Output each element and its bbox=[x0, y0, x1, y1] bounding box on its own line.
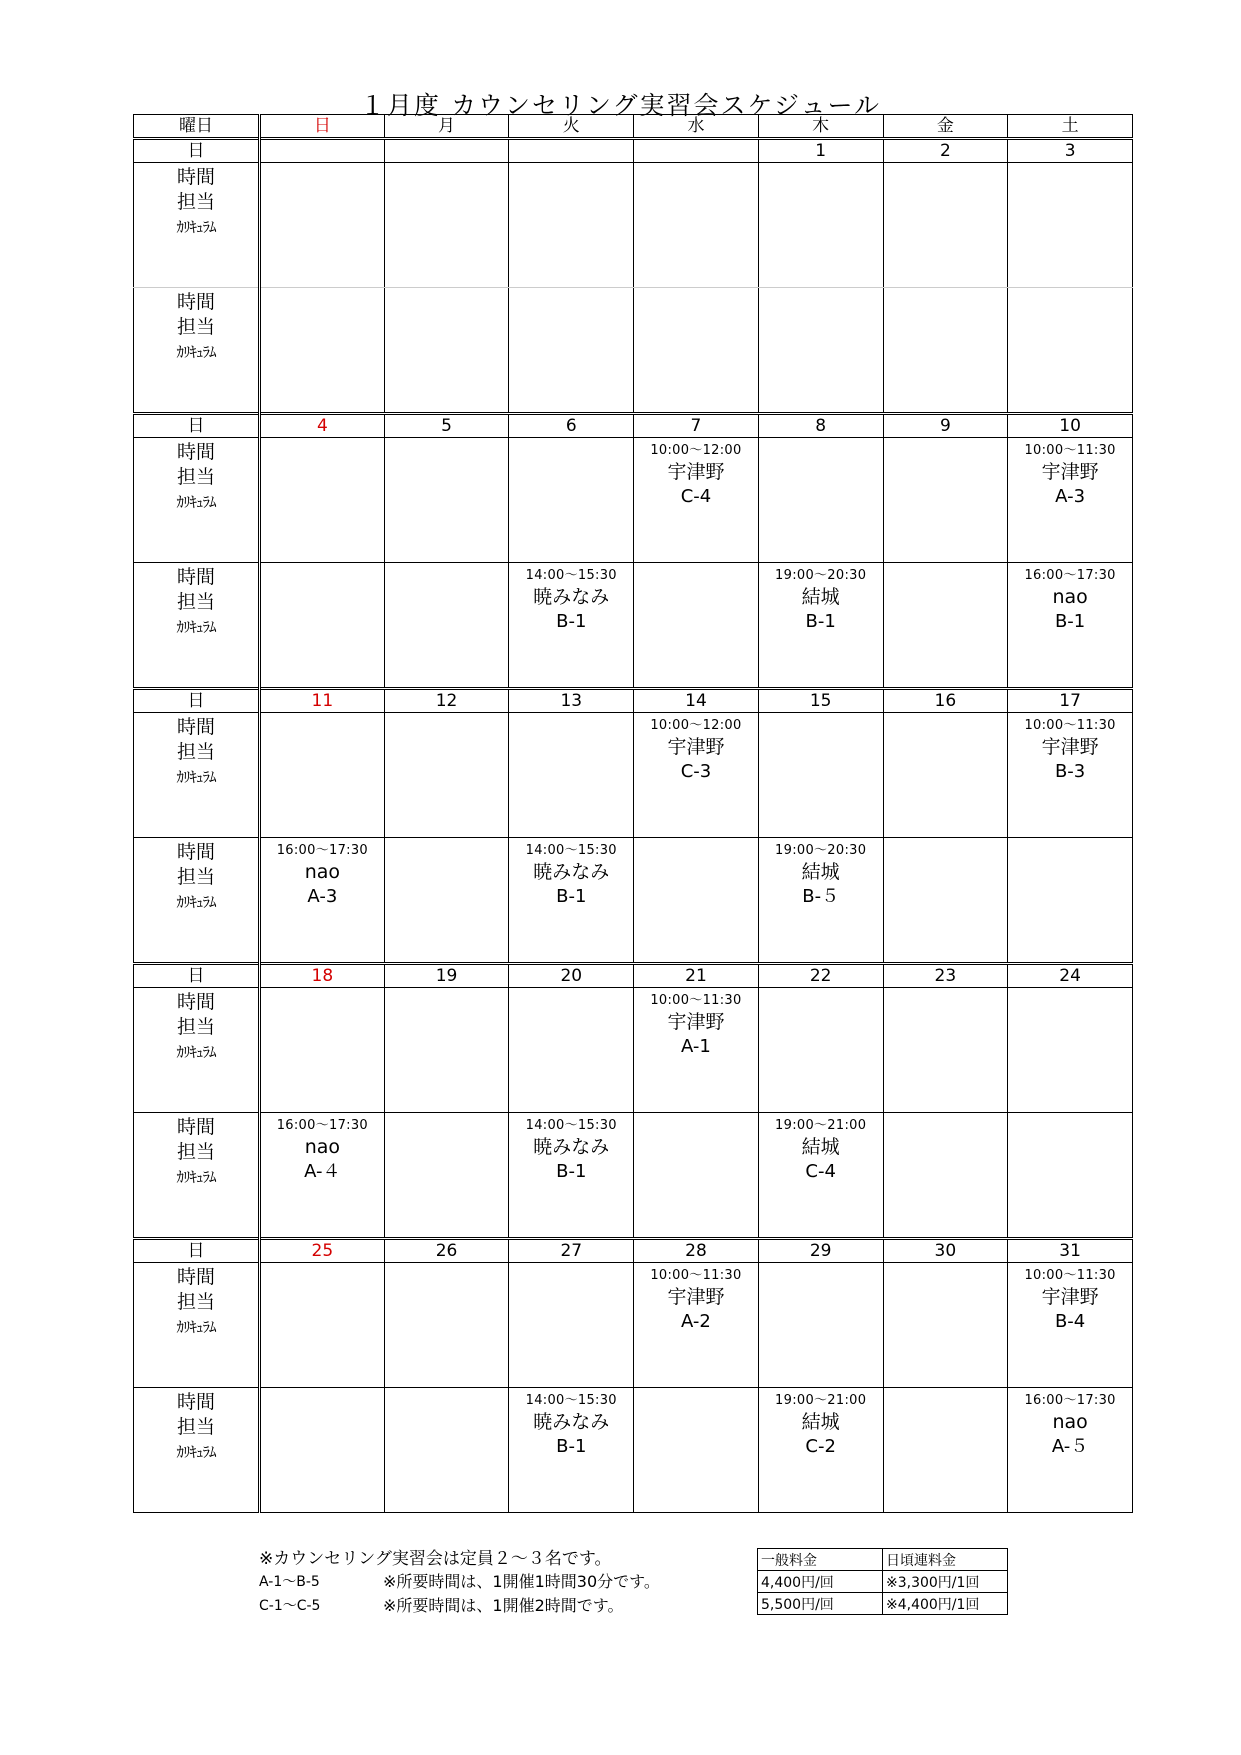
session-cell bbox=[509, 438, 634, 563]
slot-row bbox=[134, 563, 1133, 689]
session-cell bbox=[260, 288, 385, 414]
session-cell bbox=[634, 1113, 759, 1239]
staff-label: 担当 bbox=[176, 1416, 215, 1438]
session-event bbox=[1008, 1263, 1132, 1333]
session-staff: 暁みなみ bbox=[533, 586, 610, 608]
session-cell bbox=[758, 163, 883, 288]
duration-range: A-1～B-5 bbox=[259, 1574, 320, 1590]
staff-label: 担当 bbox=[176, 591, 215, 613]
session-cell bbox=[509, 563, 634, 689]
session-event bbox=[509, 1388, 633, 1458]
date-cell bbox=[634, 139, 759, 163]
session-event bbox=[509, 838, 633, 908]
session-cell bbox=[509, 1388, 634, 1513]
curriculum-label: ｶﾘｷｭﾗﾑ bbox=[176, 493, 216, 511]
session-event bbox=[509, 563, 633, 633]
session-event bbox=[261, 838, 384, 908]
session-cell bbox=[634, 1263, 759, 1388]
curriculum-label: ｶﾘｷｭﾗﾑ bbox=[176, 768, 216, 786]
slot-row bbox=[134, 988, 1133, 1113]
date-cell: 4 bbox=[260, 414, 385, 438]
slot-row bbox=[134, 838, 1133, 964]
session-time: 16:00～17:30 bbox=[276, 843, 368, 858]
price-header: 一般料金 bbox=[758, 1549, 883, 1571]
price-cell: 4,400円/回 bbox=[758, 1571, 883, 1593]
session-event bbox=[759, 838, 883, 908]
session-course: A-５ bbox=[1051, 1436, 1089, 1457]
capacity-note: ※カウンセリング実習会は定員２～３名です。 bbox=[259, 1549, 612, 1569]
date-row bbox=[134, 414, 1133, 438]
staff-label: 担当 bbox=[176, 1016, 215, 1038]
session-cell bbox=[1008, 288, 1133, 414]
curriculum-label: ｶﾘｷｭﾗﾑ bbox=[176, 1168, 216, 1186]
session-cell bbox=[634, 563, 759, 689]
session-event bbox=[634, 1263, 758, 1333]
session-cell bbox=[384, 563, 509, 689]
session-cell bbox=[509, 713, 634, 838]
session-cell bbox=[1008, 713, 1133, 838]
session-time: 19:00～21:00 bbox=[775, 1118, 867, 1133]
session-cell bbox=[509, 1113, 634, 1239]
session-cell bbox=[384, 713, 509, 838]
session-event bbox=[1008, 1388, 1132, 1458]
date-label: 日 bbox=[134, 139, 260, 163]
slot-label bbox=[134, 713, 260, 838]
session-cell bbox=[758, 563, 883, 689]
date-cell: 14 bbox=[634, 689, 759, 713]
session-cell bbox=[260, 563, 385, 689]
curriculum-label: ｶﾘｷｭﾗﾑ bbox=[176, 893, 216, 911]
time-label: 時間 bbox=[176, 291, 215, 313]
session-event bbox=[1008, 438, 1132, 508]
session-cell bbox=[758, 288, 883, 414]
session-time: 16:00～17:30 bbox=[276, 1118, 368, 1133]
staff-label: 担当 bbox=[176, 316, 215, 338]
date-cell: 21 bbox=[634, 964, 759, 988]
session-course: B-4 bbox=[1054, 1311, 1086, 1332]
date-cell: 20 bbox=[509, 964, 634, 988]
slot-label-box bbox=[134, 1388, 258, 1465]
slot-label bbox=[134, 838, 260, 964]
date-row bbox=[134, 1239, 1133, 1263]
session-course: B-５ bbox=[802, 886, 840, 907]
time-label: 時間 bbox=[176, 166, 215, 188]
slot-label-box bbox=[134, 563, 258, 640]
session-time: 10:00～12:00 bbox=[650, 443, 742, 458]
date-cell: 2 bbox=[883, 139, 1008, 163]
date-cell: 5 bbox=[384, 414, 509, 438]
price-table bbox=[757, 1548, 1008, 1615]
date-cell: 16 bbox=[883, 689, 1008, 713]
price-cell: ※3,300円/1回 bbox=[883, 1571, 1008, 1593]
session-cell bbox=[260, 163, 385, 288]
price-cell: 5,500円/回 bbox=[758, 1593, 883, 1615]
session-cell bbox=[883, 288, 1008, 414]
price-cell: ※4,400円/1回 bbox=[883, 1593, 1008, 1615]
slot-label-box bbox=[134, 988, 258, 1065]
session-staff: 結城 bbox=[801, 1136, 840, 1158]
weekday-5: 金 bbox=[883, 115, 1008, 139]
curriculum-label: ｶﾘｷｭﾗﾑ bbox=[176, 218, 216, 236]
slot-row bbox=[134, 163, 1133, 288]
session-course: B-1 bbox=[556, 611, 587, 632]
date-cell: 27 bbox=[509, 1239, 634, 1263]
session-time: 19:00～20:30 bbox=[775, 843, 867, 858]
weekday-1: 月 bbox=[384, 115, 509, 139]
curriculum-label: ｶﾘｷｭﾗﾑ bbox=[176, 343, 216, 361]
session-staff: nao bbox=[1052, 1411, 1088, 1433]
session-cell bbox=[634, 713, 759, 838]
staff-label: 担当 bbox=[176, 866, 215, 888]
session-cell bbox=[634, 438, 759, 563]
weekday-0: 日 bbox=[260, 115, 385, 139]
session-course: B-1 bbox=[556, 886, 587, 907]
weekday-4: 木 bbox=[758, 115, 883, 139]
session-course: A-４ bbox=[304, 1161, 341, 1182]
session-cell bbox=[384, 438, 509, 563]
session-cell bbox=[758, 713, 883, 838]
duration-note bbox=[259, 1594, 739, 1618]
session-staff: 暁みなみ bbox=[533, 1136, 610, 1158]
session-cell bbox=[634, 163, 759, 288]
time-label: 時間 bbox=[176, 991, 215, 1013]
duration-range: C-1～C-5 bbox=[259, 1598, 321, 1614]
notes bbox=[259, 1548, 739, 1618]
date-cell bbox=[384, 139, 509, 163]
session-cell bbox=[1008, 563, 1133, 689]
date-cell: 25 bbox=[260, 1239, 385, 1263]
session-cell bbox=[634, 838, 759, 964]
session-cell bbox=[758, 1113, 883, 1239]
session-cell bbox=[634, 988, 759, 1113]
date-cell bbox=[509, 139, 634, 163]
weekday-2: 火 bbox=[509, 115, 634, 139]
date-label: 日 bbox=[134, 689, 260, 713]
session-cell bbox=[883, 163, 1008, 288]
session-staff: 宇津野 bbox=[667, 461, 725, 483]
date-cell: 3 bbox=[1008, 139, 1133, 163]
session-course: C-4 bbox=[805, 1161, 836, 1182]
session-cell bbox=[1008, 1263, 1133, 1388]
session-time: 10:00～11:30 bbox=[1024, 443, 1116, 458]
date-cell: 23 bbox=[883, 964, 1008, 988]
slot-row bbox=[134, 713, 1133, 838]
date-cell: 19 bbox=[384, 964, 509, 988]
date-row bbox=[134, 964, 1133, 988]
date-cell: 7 bbox=[634, 414, 759, 438]
session-event bbox=[634, 713, 758, 783]
date-cell: 6 bbox=[509, 414, 634, 438]
session-event bbox=[759, 563, 883, 633]
session-cell bbox=[384, 838, 509, 964]
slot-row bbox=[134, 1113, 1133, 1239]
staff-label: 担当 bbox=[176, 466, 215, 488]
date-row bbox=[134, 689, 1133, 713]
time-label: 時間 bbox=[176, 1116, 215, 1138]
curriculum-label: ｶﾘｷｭﾗﾑ bbox=[176, 1318, 216, 1336]
curriculum-label: ｶﾘｷｭﾗﾑ bbox=[176, 1043, 216, 1061]
session-course: B-1 bbox=[805, 611, 836, 632]
session-cell bbox=[758, 838, 883, 964]
session-event bbox=[634, 438, 758, 508]
session-cell bbox=[1008, 988, 1133, 1113]
date-cell: 24 bbox=[1008, 964, 1133, 988]
session-course: B-1 bbox=[1054, 611, 1086, 632]
session-cell bbox=[384, 288, 509, 414]
session-staff: 結城 bbox=[801, 586, 840, 608]
date-cell: 30 bbox=[883, 1239, 1008, 1263]
date-cell: 10 bbox=[1008, 414, 1133, 438]
date-cell: 31 bbox=[1008, 1239, 1133, 1263]
session-course: B-3 bbox=[1054, 761, 1086, 782]
session-cell bbox=[883, 1113, 1008, 1239]
session-course: A-1 bbox=[681, 1036, 711, 1057]
session-cell bbox=[384, 1388, 509, 1513]
date-label: 日 bbox=[134, 1239, 260, 1263]
session-cell bbox=[758, 1263, 883, 1388]
session-cell bbox=[260, 838, 385, 964]
duration-note bbox=[259, 1570, 739, 1594]
session-cell bbox=[260, 1113, 385, 1239]
curriculum-label: ｶﾘｷｭﾗﾑ bbox=[176, 618, 216, 636]
session-time: 14:00～15:30 bbox=[525, 1393, 617, 1408]
schedule-table bbox=[133, 114, 1133, 1513]
session-cell bbox=[1008, 1113, 1133, 1239]
session-course: B-1 bbox=[556, 1436, 587, 1457]
session-cell bbox=[260, 713, 385, 838]
price-header: 日頃連料金 bbox=[883, 1549, 1008, 1571]
session-cell bbox=[260, 438, 385, 563]
slot-label-box bbox=[134, 1113, 258, 1190]
session-time: 10:00～11:30 bbox=[650, 993, 742, 1008]
session-staff: 暁みなみ bbox=[533, 861, 610, 883]
session-cell bbox=[1008, 838, 1133, 964]
time-label: 時間 bbox=[176, 566, 215, 588]
session-course: B-1 bbox=[556, 1161, 587, 1182]
session-event bbox=[1008, 563, 1132, 633]
session-cell bbox=[509, 288, 634, 414]
session-time: 10:00～12:00 bbox=[650, 718, 742, 733]
date-label: 日 bbox=[134, 964, 260, 988]
slot-label bbox=[134, 988, 260, 1113]
session-cell bbox=[883, 988, 1008, 1113]
session-course: A-3 bbox=[307, 886, 338, 907]
date-cell: 29 bbox=[758, 1239, 883, 1263]
slot-row bbox=[134, 1263, 1133, 1388]
session-cell bbox=[260, 988, 385, 1113]
session-staff: 結城 bbox=[801, 1411, 840, 1433]
staff-label: 担当 bbox=[176, 1291, 215, 1313]
date-cell: 12 bbox=[384, 689, 509, 713]
session-course: C-2 bbox=[805, 1436, 836, 1457]
slot-label bbox=[134, 1263, 260, 1388]
date-cell: 11 bbox=[260, 689, 385, 713]
staff-label: 担当 bbox=[176, 741, 215, 763]
session-time: 16:00～17:30 bbox=[1024, 568, 1116, 583]
session-time: 19:00～21:00 bbox=[775, 1393, 867, 1408]
session-cell bbox=[634, 288, 759, 414]
time-label: 時間 bbox=[176, 1391, 215, 1413]
slot-label bbox=[134, 563, 260, 689]
session-cell bbox=[634, 1388, 759, 1513]
page-title: １月度 カウンセリング実習会スケジュール bbox=[360, 91, 881, 120]
session-staff: nao bbox=[1052, 586, 1088, 608]
session-cell bbox=[1008, 163, 1133, 288]
session-course: C-4 bbox=[680, 486, 712, 507]
slot-row bbox=[134, 1388, 1133, 1513]
session-staff: 宇津野 bbox=[667, 1011, 725, 1033]
slot-label bbox=[134, 288, 260, 414]
slot-label bbox=[134, 163, 260, 288]
slot-row bbox=[134, 438, 1133, 563]
session-staff: 宇津野 bbox=[1041, 461, 1099, 483]
session-time: 10:00～11:30 bbox=[1024, 718, 1116, 733]
duration-text: ※所要時間は、1開催1時間30分です。 bbox=[383, 1572, 660, 1591]
time-label: 時間 bbox=[176, 841, 215, 863]
curriculum-label: ｶﾘｷｭﾗﾑ bbox=[176, 1443, 216, 1461]
session-event bbox=[1008, 713, 1132, 783]
slot-label bbox=[134, 438, 260, 563]
session-cell bbox=[509, 1263, 634, 1388]
session-cell bbox=[883, 1263, 1008, 1388]
session-cell bbox=[758, 988, 883, 1113]
date-cell: 9 bbox=[883, 414, 1008, 438]
session-cell bbox=[883, 563, 1008, 689]
staff-label: 担当 bbox=[176, 1141, 215, 1163]
session-cell bbox=[384, 988, 509, 1113]
time-label: 時間 bbox=[176, 441, 215, 463]
session-cell bbox=[1008, 1388, 1133, 1513]
session-time: 14:00～15:30 bbox=[525, 568, 617, 583]
slot-label-box bbox=[134, 438, 258, 515]
session-staff: 結城 bbox=[801, 861, 840, 883]
session-event bbox=[261, 1113, 384, 1183]
slot-label-box bbox=[134, 713, 258, 790]
slot-label-box bbox=[134, 288, 258, 365]
date-cell: 17 bbox=[1008, 689, 1133, 713]
session-time: 19:00～20:30 bbox=[775, 568, 867, 583]
session-time: 10:00～11:30 bbox=[650, 1268, 742, 1283]
staff-label: 担当 bbox=[176, 191, 215, 213]
slot-label-box bbox=[134, 838, 258, 915]
date-row bbox=[134, 139, 1133, 163]
session-staff: nao bbox=[304, 861, 340, 883]
session-cell bbox=[758, 438, 883, 563]
session-course: C-3 bbox=[680, 761, 712, 782]
weekday-3: 水 bbox=[634, 115, 759, 139]
weekday-label: 曜日 bbox=[134, 115, 260, 139]
session-staff: nao bbox=[304, 1136, 340, 1158]
time-label: 時間 bbox=[176, 1266, 215, 1288]
session-staff: 宇津野 bbox=[667, 1286, 725, 1308]
weekday-header-row bbox=[134, 115, 1133, 139]
session-cell bbox=[883, 1388, 1008, 1513]
weekday-6: 土 bbox=[1008, 115, 1133, 139]
session-event bbox=[509, 1113, 633, 1183]
session-cell bbox=[384, 1113, 509, 1239]
session-staff: 宇津野 bbox=[1041, 736, 1099, 758]
date-cell: 1 bbox=[758, 139, 883, 163]
date-cell: 26 bbox=[384, 1239, 509, 1263]
session-cell bbox=[883, 438, 1008, 563]
session-cell bbox=[509, 988, 634, 1113]
session-cell bbox=[758, 1388, 883, 1513]
session-cell bbox=[384, 163, 509, 288]
session-cell bbox=[1008, 438, 1133, 563]
slot-label-box bbox=[134, 163, 258, 240]
date-cell: 15 bbox=[758, 689, 883, 713]
date-cell: 8 bbox=[758, 414, 883, 438]
session-event bbox=[634, 988, 758, 1058]
session-cell bbox=[883, 838, 1008, 964]
session-cell bbox=[509, 838, 634, 964]
session-staff: 暁みなみ bbox=[533, 1411, 610, 1433]
duration-text: ※所要時間は、1開催2時間です。 bbox=[383, 1596, 624, 1615]
session-staff: 宇津野 bbox=[667, 736, 725, 758]
session-cell bbox=[384, 1263, 509, 1388]
session-time: 10:00～11:30 bbox=[1024, 1268, 1116, 1283]
date-cell: 22 bbox=[758, 964, 883, 988]
session-time: 16:00～17:30 bbox=[1024, 1393, 1116, 1408]
session-course: A-3 bbox=[1055, 486, 1086, 507]
session-cell bbox=[260, 1263, 385, 1388]
date-label: 日 bbox=[134, 414, 260, 438]
date-cell: 18 bbox=[260, 964, 385, 988]
slot-label bbox=[134, 1113, 260, 1239]
date-cell bbox=[260, 139, 385, 163]
date-cell: 28 bbox=[634, 1239, 759, 1263]
slot-row bbox=[134, 288, 1133, 414]
session-cell bbox=[883, 713, 1008, 838]
session-staff: 宇津野 bbox=[1041, 1286, 1099, 1308]
session-cell bbox=[260, 1388, 385, 1513]
session-event bbox=[759, 1113, 883, 1183]
session-course: A-2 bbox=[681, 1311, 711, 1332]
slot-label-box bbox=[134, 1263, 258, 1340]
session-time: 14:00～15:30 bbox=[525, 843, 617, 858]
date-cell: 13 bbox=[509, 689, 634, 713]
slot-label bbox=[134, 1388, 260, 1513]
session-event bbox=[759, 1388, 883, 1458]
time-label: 時間 bbox=[176, 716, 215, 738]
session-cell bbox=[509, 163, 634, 288]
session-time: 14:00～15:30 bbox=[525, 1118, 617, 1133]
